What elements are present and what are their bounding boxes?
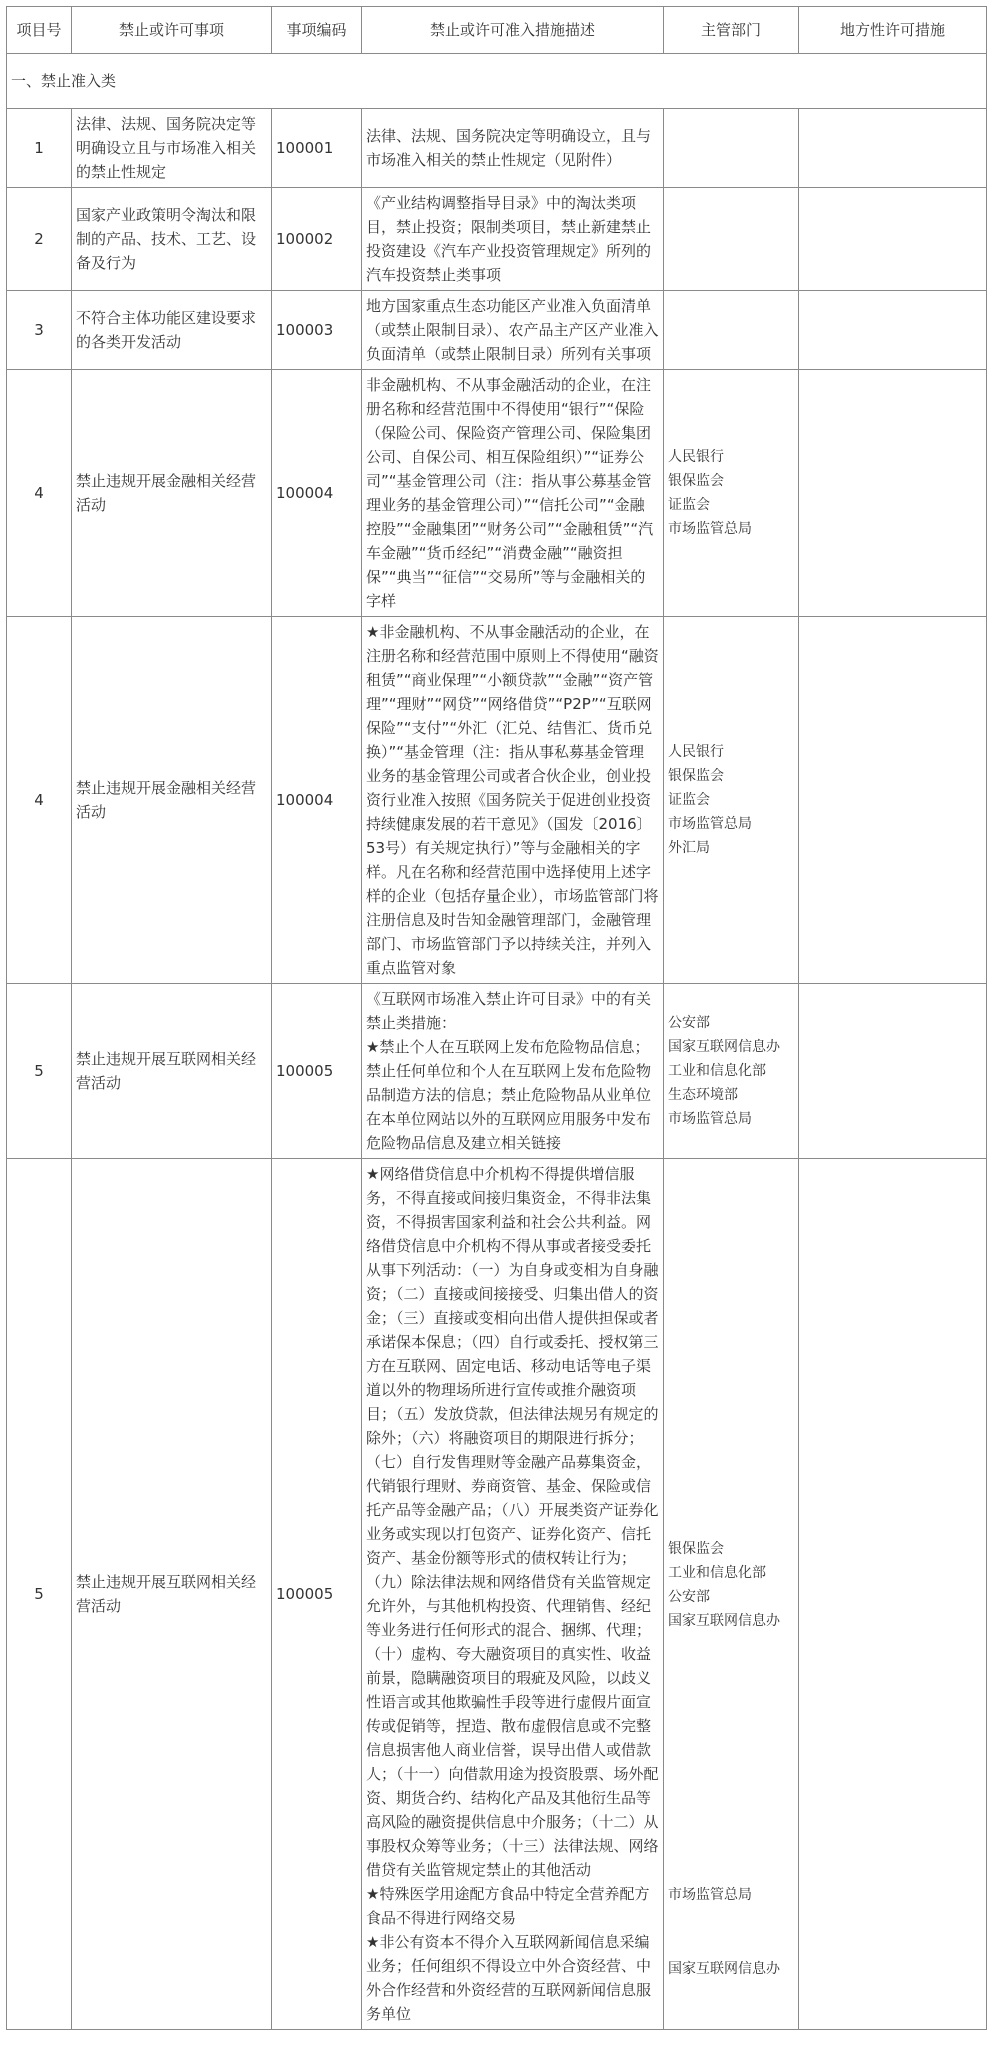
- row-description: 法律、法规、国务院决定等明确设立，且与市场准入相关的禁止性规定（见附件）: [362, 109, 664, 188]
- row-number: 1: [7, 109, 72, 188]
- row-local: [799, 109, 987, 188]
- row-code: 100002: [272, 188, 362, 291]
- section-title: 一、禁止准入类: [7, 54, 987, 109]
- table-row: [7, 188, 987, 291]
- row-description: [362, 1159, 664, 2030]
- table-body: [7, 54, 987, 2030]
- row-code: 100005: [272, 984, 362, 1159]
- row-item: 禁止违规开展金融相关经营活动: [72, 617, 272, 984]
- table-row: [7, 1159, 987, 2030]
- row-code: 100003: [272, 291, 362, 370]
- section-row: [7, 54, 987, 109]
- row-description: 地方国家重点生态功能区产业准入负面清单（或禁止限制目录）、农产品主产区产业准入负面清单（或禁止限制目录）所列有关事项: [362, 291, 664, 370]
- header-local-measures: 地方性许可措施: [799, 7, 987, 54]
- row-local: [799, 370, 987, 617]
- row-code: 100004: [272, 370, 362, 617]
- row-number: 5: [7, 984, 72, 1159]
- department-part: 银保监会 工业和信息化部 公安部 国家互联网信息办: [668, 1541, 780, 1629]
- description-part: ★特殊医学用途配方食品中特定全营养配方食品不得进行网络交易: [366, 1885, 650, 1927]
- table-row: [7, 291, 987, 370]
- description-part: ★非公有资本不得介入互联网新闻信息采编业务；任何组织不得设立中外合资经营、中外合作经营和外资经营的互联网新闻信息服务单位: [366, 1933, 652, 2023]
- row-local: [799, 1159, 987, 2030]
- row-department: [664, 109, 799, 188]
- row-item: 国家产业政策明令淘汰和限制的产品、技术、工艺、设备及行为: [72, 188, 272, 291]
- row-code: 100001: [272, 109, 362, 188]
- row-local: [799, 188, 987, 291]
- header-item-no: 项目号: [7, 7, 72, 54]
- row-department: [664, 291, 799, 370]
- row-department: 人民银行 银保监会 证监会 市场监管总局: [664, 370, 799, 617]
- department-part: 国家互联网信息办: [668, 1961, 780, 1977]
- table-header: [7, 7, 987, 54]
- row-code: 100004: [272, 617, 362, 984]
- row-local: [799, 617, 987, 984]
- row-number: 4: [7, 370, 72, 617]
- header-item-code: 事项编码: [272, 7, 362, 54]
- row-description: 非金融机构、不从事金融活动的企业，在注册名称和经营范围中不得使用“银行”“保险（保险公司、保险资产管理公司、保险集团公司、自保公司、相互保险组织）”“证券公司”“基金管理公司（注：指从事公募基金管理业务的基金管理公司）”“信托公司”“金融控股”“金融集团”“财务公司”“金融租赁”“汽车金融”“货币经纪”“消费金融”“融资担保”“典当”“征信”“交易所”等与金融相关的字样: [362, 370, 664, 617]
- header-row: [7, 7, 987, 54]
- row-description: 《产业结构调整指导目录》中的淘汰类项目，禁止投资；限制类项目，禁止新建禁止投资建设《汽车产业投资管理规定》所列的汽车投资禁止类事项: [362, 188, 664, 291]
- row-description: 《互联网市场准入禁止许可目录》中的有关禁止类措施： ★禁止个人在互联网上发布危险物品信息；禁止任何单位和个人在互联网上发布危险物品制造方法的信息；禁止危险物品从业单位在本单位网站以外的互联网应用服务中发布危险物品信息及建立相关链接: [362, 984, 664, 1159]
- negative-list-table: [6, 6, 987, 2030]
- row-local: [799, 291, 987, 370]
- row-number: 4: [7, 617, 72, 984]
- row-number: 5: [7, 1159, 72, 2030]
- row-department: [664, 188, 799, 291]
- description-part: ★网络借贷信息中介机构不得提供增信服务，不得直接或间接归集资金，不得非法集资，不得损害国家利益和社会公共利益。网络借贷信息中介机构不得从事或者接受委托从事下列活动：（一）为自身或变相为自身融资；（二）直接或间接接受、归集出借人的资金；（三）直接或变相向出借人提供担保或者承诺保本保息；（四）自行或委托、授权第三方在互联网、固定电话、移动电话等电子渠道以外的物理场所进行宣传或推介融资项目；（五）发放贷款，但法律法规另有规定的除外；（六）将融资项目的期限进行拆分；（七）自行发售理财等金融产品募集资金，代销银行理财、券商资管、基金、保险或信托产品等金融产品；（八）开展类资产证券化业务或实现以打包资产、证券化资产、信托资产、基金份额等形式的债权转让行为；（九）除法律法规和网络借贷有关监管规定允许外，与其他机构投资、代理销售、经纪等业务进行任何形式的混合、捆绑、代理；（十）虚构、夸大融资项目的真实性、收益前景，隐瞒融资项目的瑕疵及风险，以歧义性语言或其他欺骗性手段等进行虚假片面宣传或促销等，捏造、散布虚假信息或不完整信息损害他人商业信誉，误导出借人或借款人；（十一）向借款用途为投资股票、场外配资、期货合约、结构化产品及其他衍生品等高风险的融资提供信息中介服务；（十二）从事股权众筹等业务；（十三）法律法规、网络借贷有关监管规定禁止的其他活动: [366, 1165, 659, 1879]
- row-item: 法律、法规、国务院决定等明确设立且与市场准入相关的禁止性规定: [72, 109, 272, 188]
- row-department: 公安部 国家互联网信息办 工业和信息化部 生态环境部 市场监管总局: [664, 984, 799, 1159]
- department-part: 市场监管总局: [668, 1887, 752, 1903]
- row-item: 不符合主体功能区建设要求的各类开发活动: [72, 291, 272, 370]
- row-item: 禁止违规开展互联网相关经营活动: [72, 1159, 272, 2030]
- table-row: [7, 109, 987, 188]
- row-number: 3: [7, 291, 72, 370]
- table-row: [7, 370, 987, 617]
- header-measure-description: 禁止或许可准入措施描述: [362, 7, 664, 54]
- row-department: 人民银行 银保监会 证监会 市场监管总局 外汇局: [664, 617, 799, 984]
- row-department: [664, 1159, 799, 2030]
- header-department: 主管部门: [664, 7, 799, 54]
- row-item: 禁止违规开展互联网相关经营活动: [72, 984, 272, 1159]
- row-description: ★非金融机构、不从事金融活动的企业，在注册名称和经营范围中原则上不得使用“融资租赁”“商业保理”“小额贷款”“金融”“资产管理”“理财”“网贷”“网络借贷”“P2P”“互联网保险”“支付”“外汇（汇兑、结售汇、货币兑换）”“基金管理（注：指从事私募基金管理业务的基金管理公司或者合伙企业，创业投资行业准入按照《国务院关于促进创业投资持续健康发展的若干意见》（国发〔2016〕53号）有关规定执行）”等与金融相关的字样。凡在名称和经营范围中选择使用上述字样的企业（包括存量企业），市场监管部门将注册信息及时告知金融管理部门，金融管理部门、市场监管部门予以持续关注，并列入重点监管对象: [362, 617, 664, 984]
- header-item-name: 禁止或许可事项: [72, 7, 272, 54]
- row-number: 2: [7, 188, 72, 291]
- table-row: [7, 617, 987, 984]
- table-row: [7, 984, 987, 1159]
- row-local: [799, 984, 987, 1159]
- row-item: 禁止违规开展金融相关经营活动: [72, 370, 272, 617]
- row-code: 100005: [272, 1159, 362, 2030]
